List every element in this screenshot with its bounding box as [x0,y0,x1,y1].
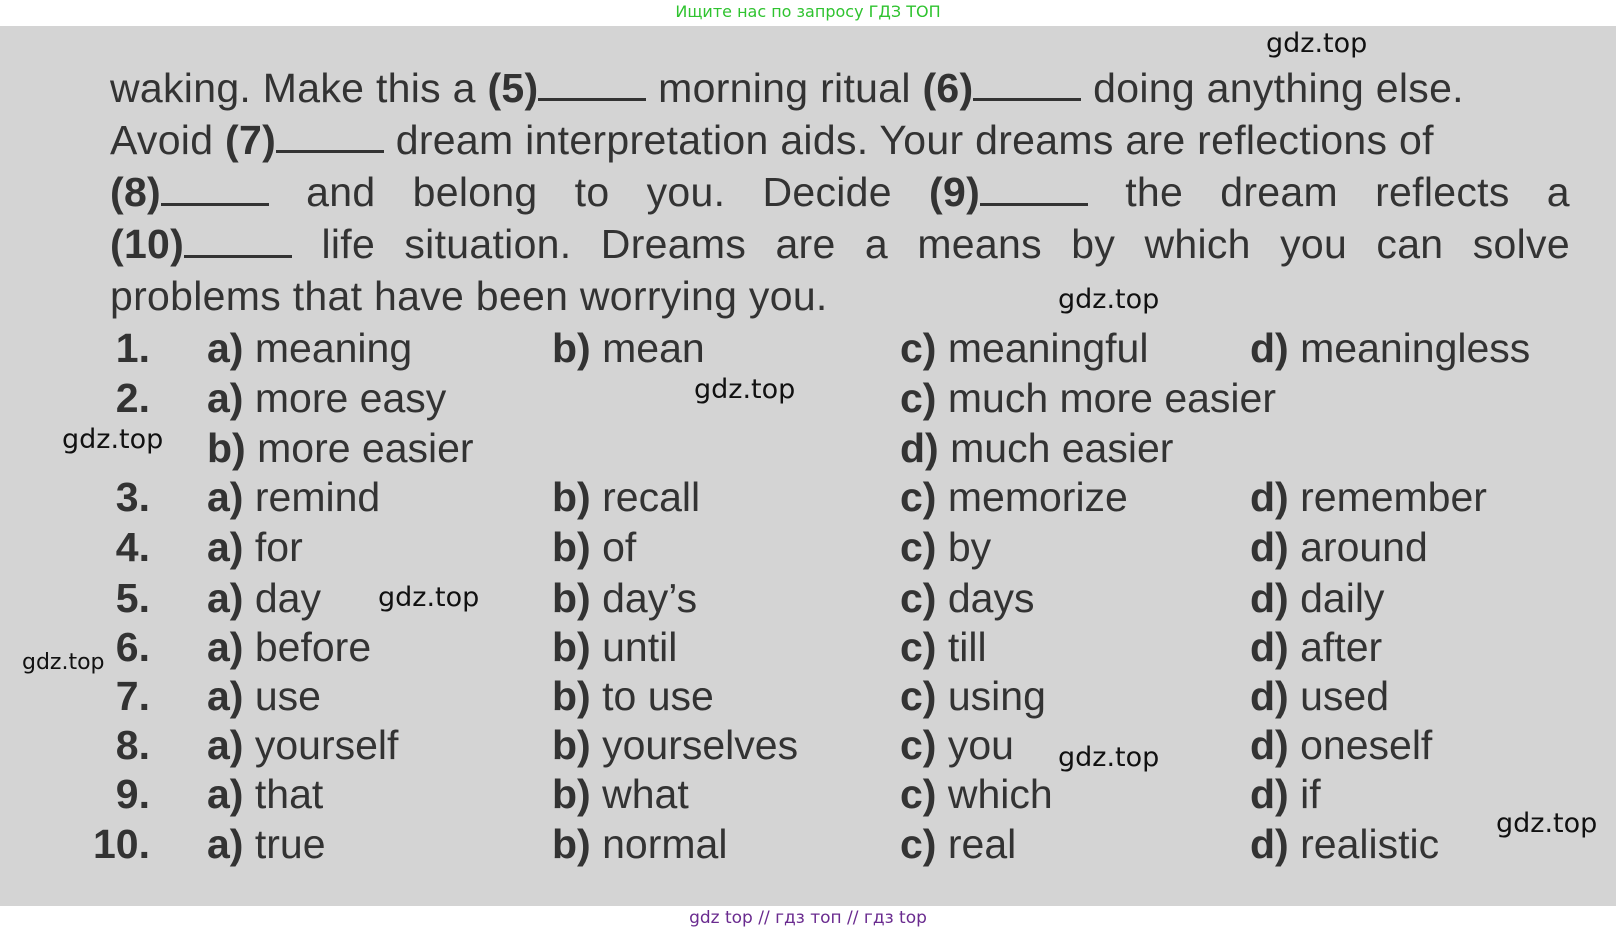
option-4d: d) around [1250,524,1428,570]
answer-blank [276,114,384,153]
watermark-text: gdz.top [1058,742,1160,773]
option-6a: a) before [207,624,372,670]
option-6c: c) till [900,624,987,670]
passage-line-3 [110,166,1570,218]
question-number: 7. [115,673,150,719]
option-7a: a) use [207,673,321,719]
passage-word: means [917,221,1042,267]
option-10d: d) realistic [1250,821,1440,867]
option-2b: b) more easier [207,425,474,471]
passage-word: you [1280,221,1348,267]
option-9c: c) which [900,771,1053,817]
answer-blank [184,219,292,258]
option-5a: a) day [207,575,321,621]
passage-word: life [321,221,376,267]
option-2c: c) much more easier [900,375,1276,421]
option-8d: d) oneself [1250,722,1433,768]
gap-number: (8) [110,169,162,215]
question-number: 5. [115,575,150,621]
option-1a: a) meaning [207,325,413,371]
passage-word: belong [412,169,538,215]
passage-text: Avoid [110,117,226,163]
gap-number: (9) [929,169,981,215]
passage-text: dream interpretation aids. Your dreams are reflections of [384,117,1434,163]
passage-text: doing anything else. [1081,65,1464,111]
passage-word: solve [1472,221,1570,267]
option-4b: b) of [552,524,637,570]
option-3d: d) remember [1250,474,1487,520]
option-1d: d) meaningless [1250,325,1531,371]
answer-blank [538,62,646,101]
option-1b: b) mean [552,325,705,371]
option-7c: c) using [900,673,1046,719]
passage-line-1 [110,62,1570,114]
passage-text: morning ritual [646,65,923,111]
watermark-text: gdz.top [1058,284,1160,315]
option-6b: b) until [552,624,678,670]
answer-blank [980,167,1088,206]
option-3c: c) memorize [900,474,1128,520]
gap-number: (7) [225,117,277,163]
question-number: 1. [115,325,150,371]
answer-blank [973,62,1081,101]
option-9b: b) what [552,771,689,817]
passage-word: by [1071,221,1116,267]
passage-gap [110,166,269,218]
passage-word: you. [646,169,726,215]
reading-passage [110,62,1570,322]
option-5d: d) daily [1250,575,1385,621]
option-9a: a) that [207,771,324,817]
question-number: 8. [115,722,150,768]
option-8c: c) you [900,722,1014,768]
passage-gap [929,166,1088,218]
option-7d: d) used [1250,673,1390,719]
top-banner[interactable]: Ищите нас по запросу ГДЗ ТОП [675,2,941,21]
question-number: 2. [115,375,150,421]
question-number: 3. [115,474,150,520]
option-2a: a) more easy [207,375,447,421]
watermark-text: gdz.top [378,582,480,613]
passage-word: and [306,169,376,215]
question-number: 4. [115,524,150,570]
passage-word: situation. [404,221,572,267]
passage-word: Dreams [600,221,747,267]
passage-word: Decide [762,169,892,215]
passage-word: a [1546,169,1570,215]
passage-word: the [1125,169,1184,215]
passage-word: can [1376,221,1444,267]
answer-blank [161,167,269,206]
gap-number: (5) [487,65,539,111]
watermark-text: gdz.top [62,424,164,455]
option-8a: a) yourself [207,722,399,768]
gap-number: (6) [922,65,974,111]
passage-word: reflects [1375,169,1510,215]
passage-word: to [574,169,610,215]
option-6d: d) after [1250,624,1383,670]
passage-word: a [864,221,889,267]
option-3a: a) remind [207,474,381,520]
passage-line-2 [110,114,1570,166]
option-3b: b) recall [552,474,701,520]
watermark-text: gdz.top [1266,28,1368,59]
passage-word: are [775,221,836,267]
option-10b: b) normal [552,821,728,867]
passage-line-4 [110,218,1570,270]
option-10c: c) real [900,821,1017,867]
option-4a: a) for [207,524,303,570]
gap-number: (10) [110,221,185,267]
question-number: 9. [115,771,150,817]
passage-word: which [1144,221,1251,267]
option-5b: b) day’s [552,575,698,621]
option-10a: a) true [207,821,326,867]
watermark-text: gdz.top [1496,808,1598,839]
option-7b: b) to use [552,673,714,719]
option-8b: b) yourselves [552,722,799,768]
watermark-text: gdz.top [694,374,796,405]
textbook-page-scan [0,26,1616,906]
option-4c: c) by [900,524,992,570]
option-5c: c) days [900,575,1035,621]
passage-word: dream [1220,169,1338,215]
option-2d: d) much easier [900,425,1174,471]
option-1c: c) meaningful [900,325,1149,371]
passage-gap [110,218,292,270]
bottom-banner[interactable]: gdz top // гдз топ // гдз top [689,908,927,928]
question-number: 6. [115,624,150,670]
watermark-text: gdz.top [22,650,105,675]
passage-line-5 [110,270,1570,322]
question-number: 10. [93,821,150,867]
option-9d: d) if [1250,771,1321,817]
passage-text: waking. Make this a [110,65,488,111]
passage-text: problems that have been worrying you. [110,273,828,319]
